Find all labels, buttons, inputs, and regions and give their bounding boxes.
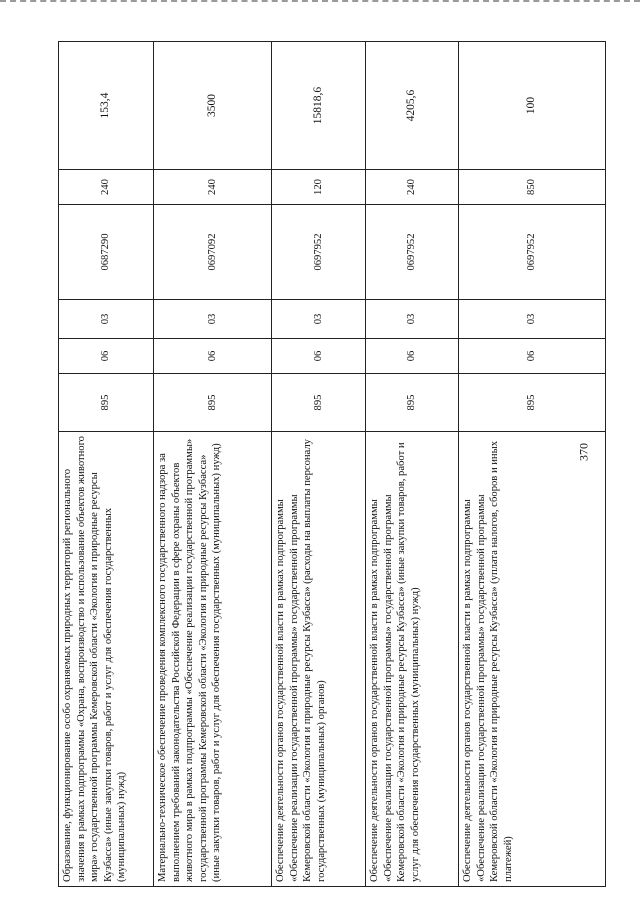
section-code: 06: [366, 339, 459, 374]
table-row: [272, 42, 366, 887]
subsection-code: 03: [59, 300, 154, 339]
expense-type-code: 120: [272, 170, 366, 205]
section-code: 06: [59, 339, 154, 374]
department-code: 895: [366, 374, 459, 432]
subsection-code: 03: [366, 300, 459, 339]
target-article-code: 0687290: [59, 205, 154, 300]
section-code: 06: [272, 339, 366, 374]
subsection-code: 03: [272, 300, 366, 339]
target-article-code: 0697952: [459, 205, 606, 300]
department-code: 895: [154, 374, 272, 432]
amount: 153,4: [59, 42, 154, 170]
table-row: [366, 42, 459, 887]
target-article-code: 0697952: [366, 205, 459, 300]
department-code: 895: [59, 374, 154, 432]
subsection-code: 03: [459, 300, 606, 339]
target-article-code: 0697092: [154, 205, 272, 300]
scan-edge: [0, 0, 640, 6]
row-description: Обеспечение деятельности органов государственной власти в рамках подпрограммы «Обеспечение реализации государственной программы» государственной программы Кемеровской области «Экология и природные ресурсы Кузбасса» (расходы на выплаты персоналу государственных (муниципальных) органов): [272, 432, 366, 887]
page-number: 370: [576, 443, 591, 461]
section-code: 06: [154, 339, 272, 374]
table-area: [58, 42, 605, 887]
row-description: Материально-техническое обеспечение проведения комплексного государственного надзора за выполнением требований законодательства Российской Федерации в сфере охраны объектов животного мира в рамках подпрограммы «Обеспечение реализации государственной программы» государственной программы Кемеровской области «Экология и природные ресурсы Кузбасса» (иные закупки товаров, работ и услуг для обеспечения государственных (муниципальных) нужд): [154, 432, 272, 887]
subsection-code: 03: [154, 300, 272, 339]
expense-type-code: 240: [59, 170, 154, 205]
table-row: [459, 42, 606, 887]
expense-type-code: 240: [154, 170, 272, 205]
expense-type-code: 850: [459, 170, 606, 205]
target-article-code: 0697952: [272, 205, 366, 300]
amount: 3500: [154, 42, 272, 170]
department-code: 895: [459, 374, 606, 432]
row-description: Образование, функционирование особо охраняемых природных территорий регионального значения в рамках подпрограммы «Охрана, воспроизводство и использование объектов животного мира» государственной программы Кемеровской области «Экология и природные ресурсы Кузбасса» (иные закупки товаров, работ и услуг для обеспечения государственных (муниципальных) нужд): [59, 432, 154, 887]
section-code: 06: [459, 339, 606, 374]
row-description: Обеспечение деятельности органов государственной власти в рамках подпрограммы «Обеспечение реализации государственной программы» государственной программы Кемеровской области «Экология и природные ресурсы Кузбасса» (иные закупки товаров, работ и услуг для обеспечения государственных (муниципальных) нужд): [366, 432, 459, 887]
amount: 4205,6: [366, 42, 459, 170]
row-description: Обеспечение деятельности органов государственной власти в рамках подпрограммы «Обеспечение реализации государственной программы» государственной программы Кемеровской области «Экология и природные ресурсы Кузбасса» (уплата налогов, сборов и иных платежей): [459, 432, 606, 887]
table-row: [59, 42, 154, 887]
amount: 15818,6: [272, 42, 366, 170]
expense-type-code: 240: [366, 170, 459, 205]
budget-table: [58, 41, 606, 887]
amount: 100: [459, 42, 606, 170]
department-code: 895: [272, 374, 366, 432]
table-row: [154, 42, 272, 887]
